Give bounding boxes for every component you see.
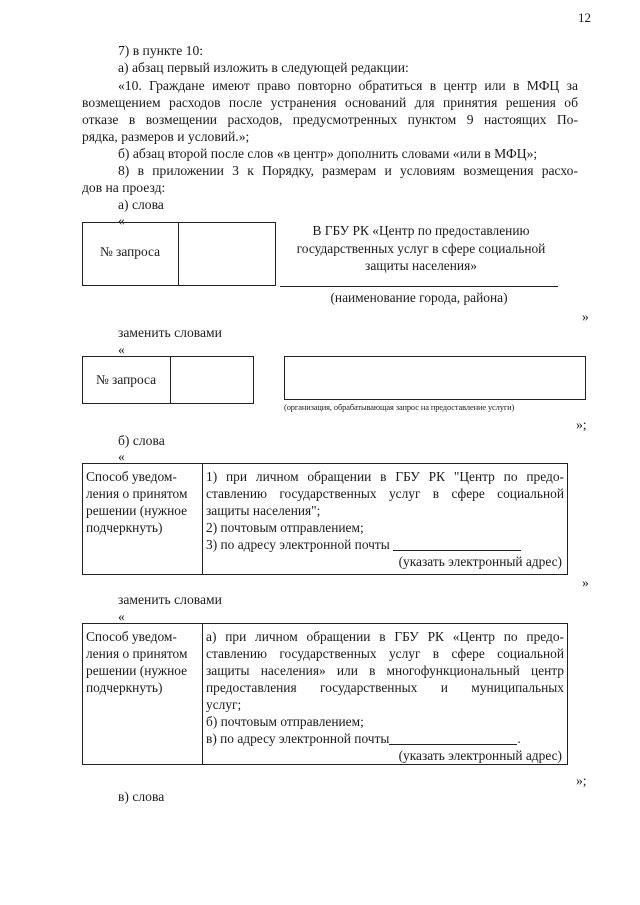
label-line: ления о принятом — [86, 646, 188, 661]
option-line: ставлению государственных услуг в сфере социальной — [206, 646, 564, 661]
quote-close-1: » — [582, 309, 589, 324]
recipient-line3: защиты населения» — [365, 258, 477, 273]
item-8a: а) слова — [118, 197, 164, 212]
city-underline — [280, 286, 558, 287]
item-7b: б) абзац второй после слов «в центр» дополнить словами «или в МФЦ»; — [118, 146, 538, 161]
option-line: 2) почтовым отправлением; — [206, 520, 364, 535]
notification-options-new — [206, 628, 564, 764]
quote-open-4: « — [118, 609, 125, 624]
recipient-line1: В ГБУ РК «Центр по предоставлению — [312, 223, 530, 238]
email-caption: (указать электронный адрес) — [398, 554, 562, 569]
quote-10-line1: «10. Граждане имеют право повторно обратиться в центр или в МФЦ за — [118, 78, 578, 93]
item-v: в) слова — [118, 789, 165, 804]
label-line: Способ уведом- — [86, 469, 177, 484]
email-option-line — [206, 536, 564, 553]
item-7: 7) в пункте 10: — [118, 43, 204, 58]
item-b: б) слова — [118, 433, 165, 448]
label-line: ления о принятом — [86, 486, 188, 501]
table-divider — [178, 222, 179, 286]
option-line: б) почтовым отправлением; — [206, 714, 364, 729]
option-line: защиты населения"; — [206, 503, 321, 518]
email-option-label: в) по адресу электронной почты — [206, 731, 390, 746]
label-line: решении (нужное — [86, 503, 188, 518]
quote-open-3: « — [118, 449, 125, 464]
notification-method-label-new — [86, 628, 200, 696]
option-line: ставлению государственных услуг в сфере социальной — [206, 486, 564, 501]
quote-close-semi-2: »; — [576, 773, 587, 788]
city-caption: (наименование города, района) — [330, 290, 508, 305]
email-blank — [389, 732, 517, 745]
table-divider — [202, 463, 203, 575]
item-7a: а) абзац первый изложить в следующей редакции: — [118, 60, 409, 75]
option-line: услуг; — [206, 697, 242, 712]
request-number-label-new: № запроса — [95, 372, 157, 387]
email-blank — [393, 538, 521, 551]
replace-with-2: заменить словами — [118, 592, 222, 607]
option-line: а) при личном обращении в ГБУ РК «Центр по предо- — [206, 629, 564, 644]
option-line: защиты населения» или в многофункциональный центр — [206, 663, 564, 678]
label-line: Способ уведом- — [86, 629, 177, 644]
quote-close-2: » — [582, 575, 589, 590]
quote-close-semi-1: »; — [576, 417, 587, 432]
item-8-line2: дов на проезд: — [82, 180, 166, 195]
quote-open-2: « — [118, 342, 125, 357]
recipient-line2: государственных услуг в сфере социальной — [296, 240, 546, 256]
email-option-label: 3) по адресу электронной почты — [206, 537, 390, 552]
option-line: предоставления государственных и муниципальных — [206, 680, 564, 695]
table-divider — [170, 356, 171, 404]
organization-box — [284, 356, 586, 400]
request-number-label: № запроса — [99, 244, 161, 259]
recipient-block — [276, 222, 566, 275]
label-line: подчеркнуть) — [86, 680, 163, 695]
quote-open-1: « — [118, 213, 125, 228]
email-option-line: в) по адресу электронной почты . — [206, 731, 521, 746]
label-line: решении (нужное — [86, 663, 188, 678]
quote-10-line3: отказе в возмещении расходов, предусмотренных пунктом 9 настоящих По- — [82, 112, 578, 127]
notification-method-label — [86, 468, 200, 536]
quote-10-line4: рядка, размеров и условий.»; — [82, 129, 250, 144]
item-8-line1: 8) в приложении 3 к Порядку, размерам и условиям возмещения расхо- — [118, 163, 578, 178]
notification-options-old — [206, 468, 564, 570]
replace-with-1: заменить словами — [118, 325, 222, 340]
table-divider — [202, 623, 203, 765]
page-number: 12 — [578, 10, 591, 25]
quote-10-line2: возмещением расходов после устранения оснований для принятия решения об — [82, 95, 578, 110]
option-line: 1) при личном обращении в ГБУ РК "Центр по предо- — [206, 469, 564, 484]
label-line: подчеркнуть) — [86, 520, 163, 535]
organization-caption: (организация, обрабатывающая запрос на предоставление услуги) — [284, 403, 515, 412]
email-caption: (указать электронный адрес) — [398, 748, 562, 763]
